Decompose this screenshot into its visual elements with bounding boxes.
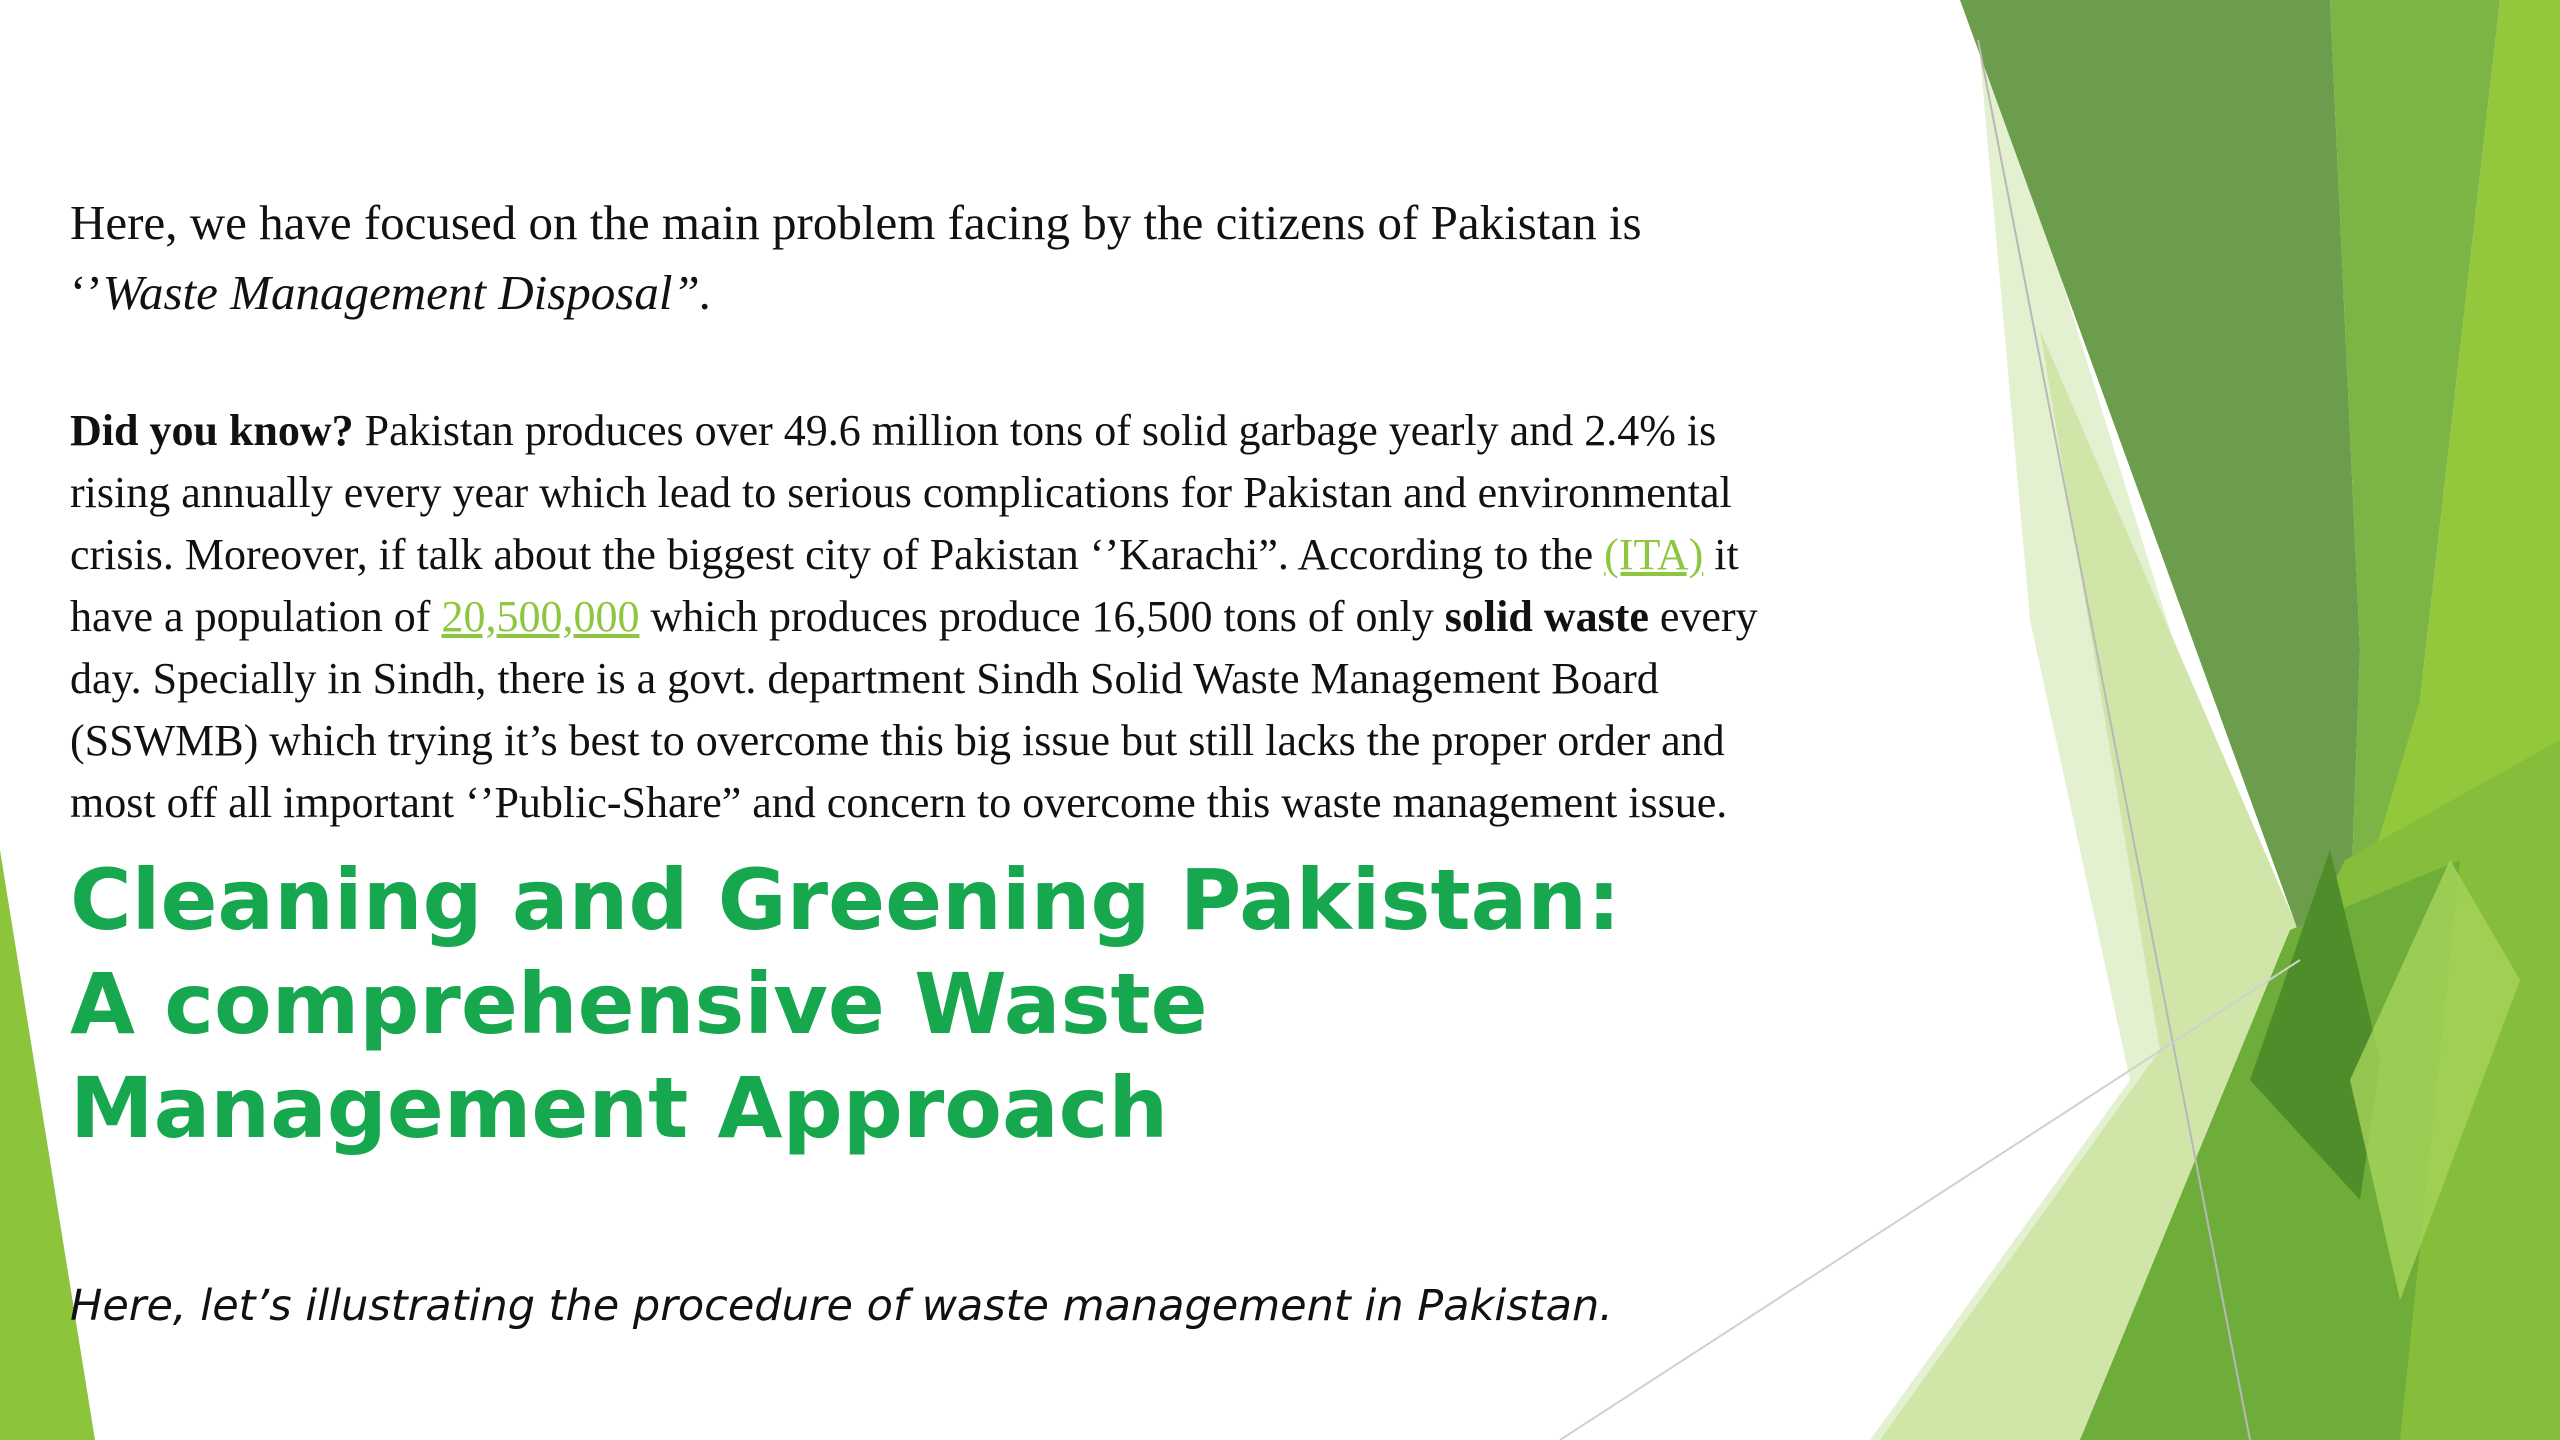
fact-text-1: Pakistan produces over 49.6 million tons of solid garbage yearly and 2.4% is rising annually every year which lead to serious complications for Pakistan and environmental crisis. Moreover, if talk about the biggest city of Pakistan ‘’Karachi”. According to the xyxy=(70,406,1732,579)
ita-link[interactable]: (ITA) xyxy=(1604,530,1704,579)
slide-heading: Cleaning and Greening Pakistan: A comprehensive Waste Management Approach xyxy=(70,851,1621,1157)
solid-waste-bold: solid waste xyxy=(1444,592,1649,641)
text-content xyxy=(70,188,1810,1160)
quote-marks: ‘’ xyxy=(70,265,103,320)
fact-text-3: which produces produce 16,500 tons of only xyxy=(639,592,1445,641)
intro-line: Here, we have focused on the main problem facing by the citizens of Pakistan is xyxy=(70,195,1642,250)
quoted-topic: Waste Management Disposal”. xyxy=(102,265,712,320)
population-link[interactable]: 20,500,000 xyxy=(441,592,640,641)
fact-paragraph xyxy=(70,400,1810,834)
intro-paragraph xyxy=(70,188,1810,328)
fact-text-2: it have a population of xyxy=(70,530,1739,641)
did-you-know-label: Did you know? xyxy=(70,406,354,455)
fact-text-4: every day. Specially in Sindh, there is a govt. department Sindh Solid Waste Management Board (SSWMB) which trying it’s best to overcome this big issue but still lacks the proper order and most off all important ‘’Public-Share” and concern to overcome this waste management issue. xyxy=(70,592,1758,827)
procedure-subline: Here, let’s illustrating the procedure of waste management in Pakistan. xyxy=(70,1281,1613,1331)
